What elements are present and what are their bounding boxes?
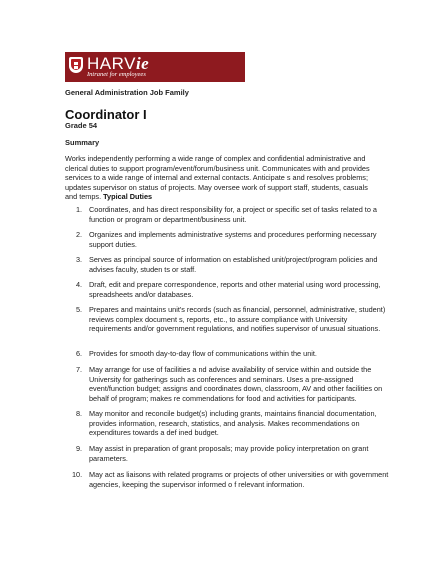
duty-number: 4. [76, 280, 83, 289]
duty-number: 8. [76, 409, 83, 418]
harvie-logo-banner[interactable] [65, 52, 245, 82]
duty-text: Draft, edit and prepare correspondence, reports and other material using word processing, spreadsheets and/or databases. [89, 280, 381, 299]
duty-text: May assist in preparation of grant proposals; may provide policy interpretation on grant parameters. [89, 444, 369, 463]
duty-number: 5. [76, 305, 83, 314]
duty-text: May arrange for use of facilities a nd advise availability of service within and outside the University for gatherings such as conferences and seminars. Uses a pre-assigned event/function budget; assigns and coordinates down, classroom, AV and other facilities on behalf of program; makes re commendations for food and activities for participants. [89, 365, 383, 403]
typical-duties-heading: Typical Duties [103, 192, 153, 202]
logo-brand: HARV [87, 54, 136, 73]
harvard-shield-icon [69, 57, 83, 73]
summary-paragraph [65, 154, 380, 202]
duty-item [76, 444, 389, 463]
duty-number: 1. [76, 205, 83, 214]
duty-item [76, 305, 389, 334]
duty-number: 9. [76, 444, 83, 453]
duty-item [76, 205, 389, 224]
duty-item [76, 365, 389, 403]
duty-text: Provides for smooth day-to-day flow of communications within the unit. [89, 349, 317, 358]
duty-number: 6. [76, 349, 83, 358]
duty-text: Coordinates, and has direct responsibility for, a project or specific set of tasks related to a function or program or department/business unit. [89, 205, 377, 224]
duty-number: 10. [72, 470, 83, 479]
duty-number: 7. [76, 365, 83, 374]
duty-text: Organizes and implements administrative systems and procedures performing necessary support duties. [89, 230, 377, 249]
duty-item [76, 255, 389, 274]
grade-label: Grade 54 [65, 121, 98, 130]
duty-text: Serves as principal source of information on established unit/project/program policies and advises faculty, studen ts or staff. [89, 255, 378, 274]
job-family-heading: General Administration Job Family [65, 88, 189, 97]
duty-text: May act as liaisons with related programs or projects of other universities or with government agencies, keeping the supervisor informed o f relevant information. [89, 470, 389, 489]
duty-text: Prepares and maintains unit's records (such as financial, personnel, administrative, student) reviews complex document s, reports, etc., to assure compliance with University requirements and/or government regulations, and notifies supervisor of unusual situations. [89, 305, 386, 334]
logo-tagline: Intranet for employees [87, 71, 146, 78]
summary-heading: Summary [65, 138, 100, 147]
duty-number: 3. [76, 255, 83, 264]
duty-number: 2. [76, 230, 83, 239]
duty-item [76, 230, 389, 249]
page-title: Coordinator I [65, 107, 147, 122]
duty-item [76, 409, 389, 438]
logo-brand-suffix: ie [135, 54, 150, 73]
duty-item [72, 470, 389, 489]
duty-text: May monitor and reconcile budget(s) including grants, maintains financial documentation, provides information, research, statistics, and analysis. Makes recommendations on expenditures towards a def ined budget. [89, 409, 377, 438]
duty-item [76, 280, 389, 299]
duty-item [76, 349, 389, 359]
summary-text: Works independently performing a wide range of complex and confidential administrative and clerical duties to support program/event/forum/business unit. Communicates with and provides services to a wide range of internal and external contacts. Anticipate s and resolves problems; updates supervisor on status of projects. May oversee work of support staff, students, casuals and temps. [65, 154, 370, 202]
